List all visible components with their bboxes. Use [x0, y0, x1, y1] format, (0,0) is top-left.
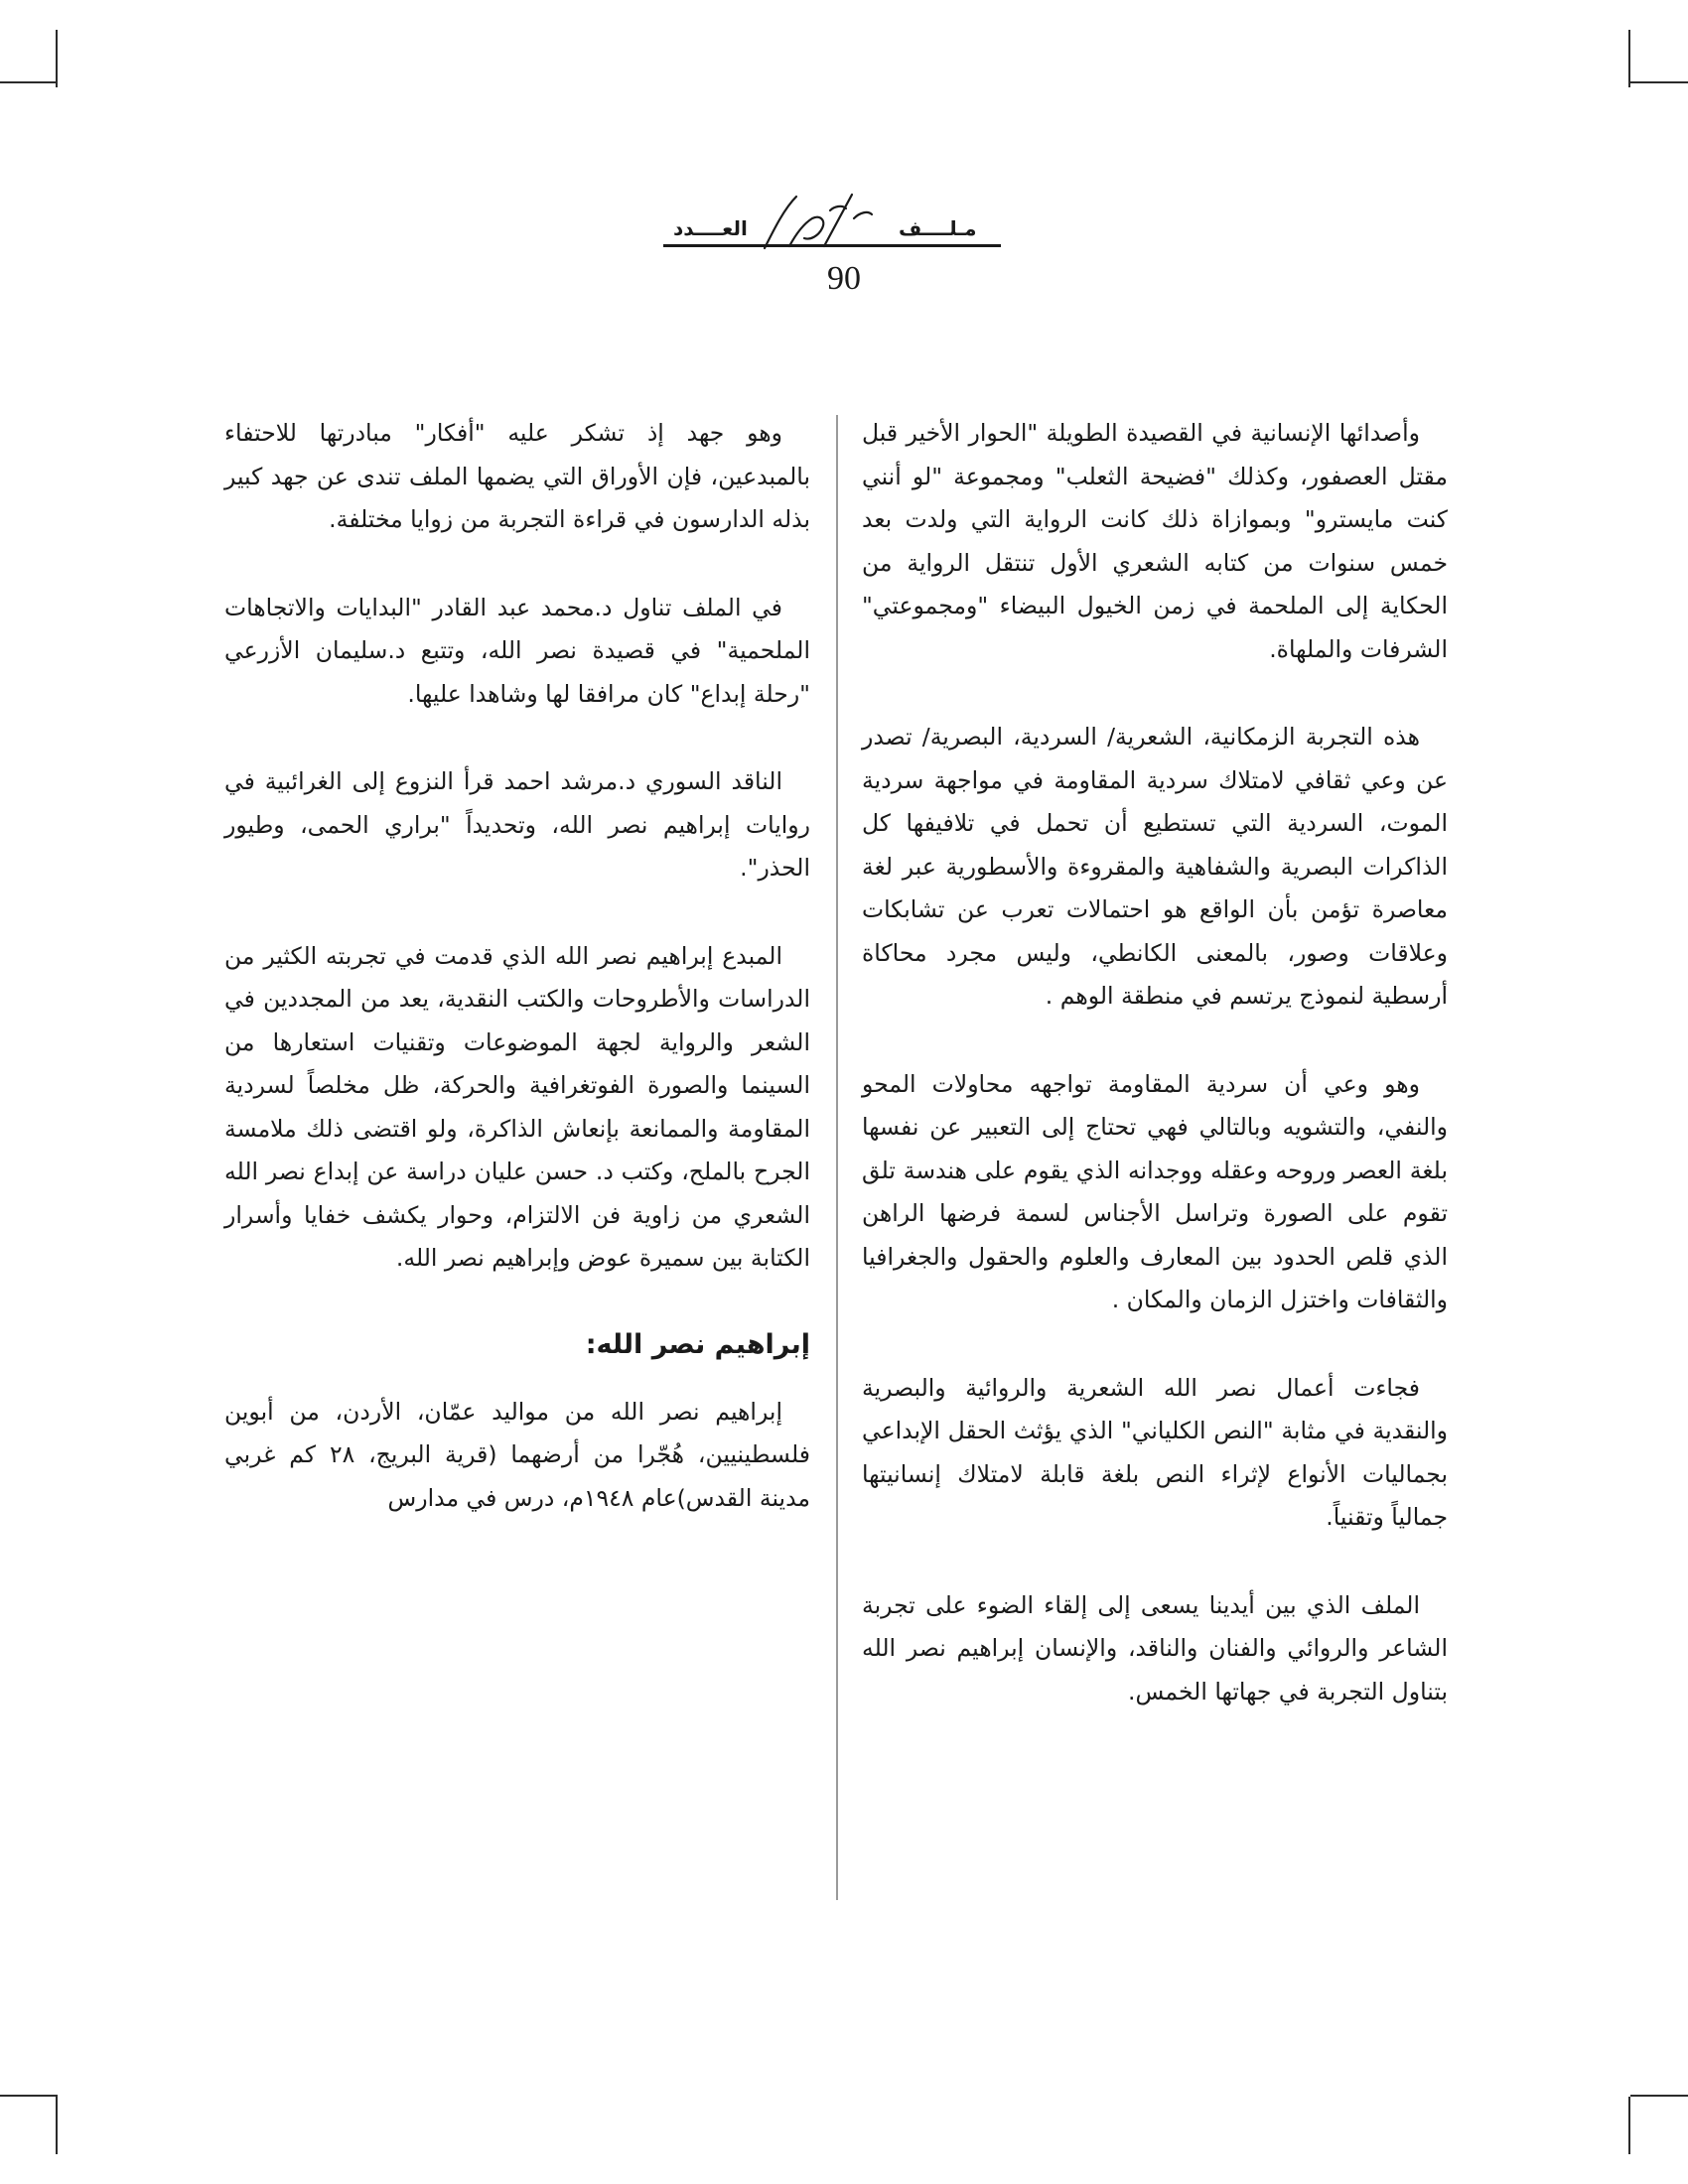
- crop-mark: [1630, 81, 1688, 83]
- paragraph: وهو وعي أن سردية المقاومة تواجهه محاولات المحو والنفي، والتشويه وبالتالي فهي تحتاج إلى التعبير عن نفسها بلغة العصر وروحه وعقله ووجدانه الذي يقوم على هندسة تلق تقوم على الصورة وتراسل الأجناس لسمة فرضها الراهن الذي قلص الحدود بين المعارف والعلوم والحقول والجغرافيا والثقافات واختزل الزمان والمكان .: [862, 1069, 1448, 1313]
- crop-mark: [1628, 2097, 1630, 2154]
- paragraph: إبراهيم نصر الله من مواليد عمّان، الأردن، من أبوين فلسطينيين، هُجّرا من أرضهما (قرية البريج، ٢٨ كم غربي مدينة القدس)عام ١٩٤٨م، درس في مدارس: [224, 1397, 810, 1512]
- page-number: 90: [827, 260, 861, 297]
- crop-mark: [56, 30, 58, 87]
- magazine-logo: [735, 189, 884, 258]
- crop-mark: [0, 2095, 58, 2097]
- paragraph: وهو جهد إذ تشكر عليه "أفكار" مبادرتها للاحتفاء بالمبدعين، فإن الأوراق التي يضمها الملف تندى عن جهد كبير بذله الدارسون في قراءة التجربة من زوايا مختلفة.: [224, 419, 810, 533]
- paragraph: المبدع إبراهيم نصر الله الذي قدمت في تجربته الكثير من الدراسات والأطروحات والكتب النقدية، يعد من المجددين في الشعر والرواية لجهة الموضوعات وتقنيات استعارها من السينما والصورة الفوتغرافية والحركة، ظل مخلصاً لسردية المقاومة والممانعة بإنعاش الذاكرة، ولو اقتضى ذلك ملامسة الجرح بالملح، وكتب د. حسن عليان دراسة عن إبداع نصر الله الشعري من زاوية فن الالتزام، وحوار يكشف خفايا وأسرار الكتابة بين سميرة عوض وإبراهيم نصر الله.: [224, 941, 810, 1272]
- paragraph: وأصدائها الإنسانية في القصيدة الطويلة "الحوار الأخير قبل مقتل العصفور، وكذلك "فضيحة الثعلب" ومجموعة "لو أنني كنت مايسترو" وبموازاة ذلك كانت الرواية التي ولدت بعد خمس سنوات من كتابه الشعري الأول تنتقل الرواية من الحكاية إلى الملحمة في زمن الخيول البيضاء "ومجموعتي" الشرفات والملهاة.: [862, 419, 1448, 663]
- right-column: [862, 412, 1448, 1713]
- paragraph: الناقد السوري د.مرشد احمد قرأ النزوع إلى الغرائبية في روايات إبراهيم نصر الله، وتحديداً "براري الحمى، وطيور الحذر".: [224, 767, 810, 882]
- crop-mark: [0, 81, 58, 83]
- section-label: مـلــــف: [899, 216, 977, 240]
- paragraph: فجاءت أعمال نصر الله الشعرية والروائية والبصرية والنقدية في مثابة "النص الكلياني" الذي يؤثث الحقل الإبداعي بجماليات الأنواع لإثراء النص بلغة قابلة لامتلاك إنسانيتها جمالياً وتقنياً.: [862, 1373, 1448, 1531]
- crop-mark: [1630, 2095, 1688, 2097]
- paragraph: في الملف تناول د.محمد عبد القادر "البدايات والاتجاهات الملحمية" في قصيدة نصر الله، وتتبع د.سليمان الأزرعي "رحلة إبداع" كان مرافقا لها وشاهدا عليها.: [224, 593, 810, 708]
- paragraph: الملف الذي بين أيدينا يسعى إلى إلقاء الضوء على تجربة الشاعر والروائي والفنان والناقد، والإنسان إبراهيم نصر الله بتناول التجربة في جهاتها الخمس.: [862, 1590, 1448, 1706]
- issue-label: العــــدد: [673, 216, 748, 240]
- section-subheading: إبراهيم نصر الله:: [585, 1328, 810, 1360]
- paragraph: هذه التجربة الزمكانية، الشعرية/ السردية، البصرية/ تصدر عن وعي ثقافي لامتلاك سردية المقاومة في مواجهة سردية الموت، السردية التي تستطيع أن تحمل في تلافيفها كل الذاكرات البصرية والشفاهية والمقروءة والأسطورية عبر لغة معاصرة تؤمن بأن الواقع هو احتمالات تعرب عن تشابكات وعلاقات وصور، بالمعنى الكانطي، وليس مجرد محاكاة أرسطية لنموذج يرتسم في منطقة الوهم .: [862, 723, 1448, 1010]
- crop-mark: [56, 2097, 58, 2154]
- left-column: [224, 412, 810, 1520]
- crop-mark: [1628, 30, 1630, 87]
- column-divider: [836, 415, 838, 1900]
